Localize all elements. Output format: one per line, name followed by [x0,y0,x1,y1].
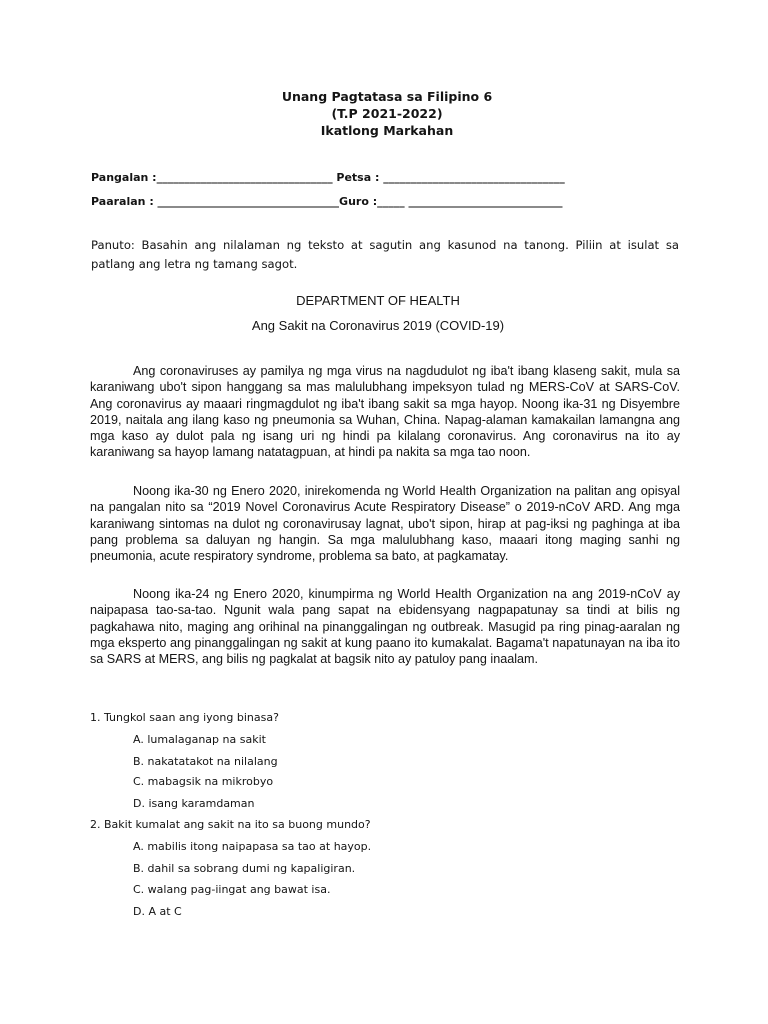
name-date-field-row: Pangalan :________________________________ Petsa : _________________________________ [91,171,565,184]
passage-title: Ang Sakit na Coronavirus 2019 (COVID-19) [251,318,505,333]
assessment-title: Unang Pagtatasa sa Filipino 6 [281,89,493,104]
passage-paragraph [90,483,680,564]
question-2-choice-d: D. A at C [133,905,182,918]
worksheet-header [0,88,768,139]
question-1-choice-a: A. lumalaganap na sakit [133,733,266,746]
paragraph-text: Noong ika-30 ng Enero 2020, inirekomenda ng World Health Organization na palitan ang opisyal na pangalan nito sa “2019 Novel Coronavirus Acute Respiratory Disease” o 2019-nCoV ARD. Ang mga karaniwang sintomas na dulot ng coronavirusay lagnat, ubo't sipon, hirap at pag-iksi ng paghinga at iba pang problema sa daluyan ng hangin. Sa mga malulubhang kaso, maaari itong maging sanhi ng pneumonia, acute respiratory syndrome, problema sa bato, at pagkamatay. [90,484,680,564]
question-2-choice-b: B. dahil sa sobrang dumi ng kapaligiran. [133,862,356,875]
department-heading: DEPARTMENT OF HEALTH [296,293,460,308]
paragraph-text: Noong ika-24 ng Enero 2020, kinumpirma ng World Health Organization na ang 2019-nCoV ay naipapasa tao-sa-tao. Ngunit wala pang sapat na ebidensyang nagpapatunay sa tindi at bilis ng pagkahawa nito, maging ang orihinal na pinanggalingan ng outbreak. Masugid pa ring pinag-aaralan ng mga eksperto ang pinanggalingan ng sakit at kung paano ito kumakalat. Bagama't napatunayan na iba ito sa SARS at MERS, ang bilis ng pagkalat at bagsik nito ay patuloy pang inaalam. [90,587,680,667]
question-1-choice-d: D. isang karamdaman [133,797,255,810]
quarter-label: Ikatlong Markahan [320,123,454,138]
passage-paragraph [90,586,680,667]
passage-paragraph [90,363,680,461]
question-2: 2. Bakit kumalat ang sakit na ito sa buong mundo? [90,818,371,831]
question-2-choice-a: A. mabilis itong naipapasa sa tao at hayop. [133,840,372,853]
question-1: 1. Tungkol saan ang iyong binasa? [90,711,279,724]
paragraph-text: Ang coronaviruses ay pamilya ng mga virus na nagdudulot ng iba't ibang klaseng sakit, mula sa karaniwang ubo't sipon hanggang sa mas malulubhang impeksyon tulad ng MERS-CoV at SARS-CoV. Ang coronavirus ay maaari ringmagdulot ng iba't ibang sakit sa mga hayop. Noong ika-31 ng Disyembre 2019, naitala ang ilang kaso ng pneumonia sa Wuhan, China. Napag-alaman kamakailan lamangna ang mga kaso ay dulot pala ng isang uri ng hindi pa kilalang coronavirus. Ang coronavirus na ito ay karaniwang sa hayop lamang natatagpuan, at hindi pa nakita sa mga tao noon. [90,364,680,460]
question-1-choice-b: B. nakatatakot na nilalang [133,755,278,768]
directions-text: Panuto: Basahin ang nilalaman ng teksto at sagutin ang kasunod na tanong. Piliin at isulat sa patlang ang letra ng tamang sagot. [91,238,679,271]
school-teacher-field-row: Paaralan : _________________________________Guro :_____ ____________________________ [91,195,563,208]
question-1-choice-c: C. mabagsik na mikrobyo [133,775,274,788]
question-2-choice-c: C. walang pag-iingat ang bawat isa. [133,883,331,896]
school-year: (T.P 2021-2022) [331,106,443,121]
